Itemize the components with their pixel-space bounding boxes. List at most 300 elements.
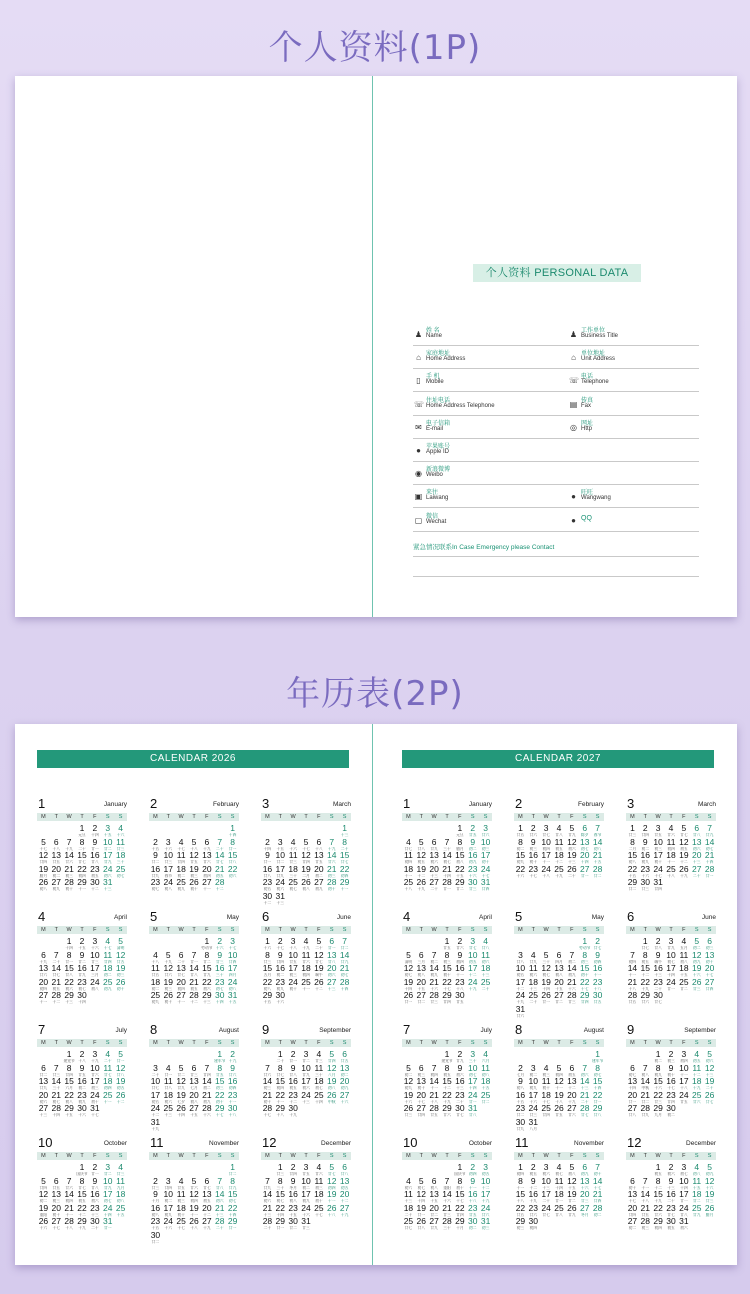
day-number: 17 — [102, 850, 113, 861]
day-number: 2 — [153, 1175, 158, 1186]
day-number: 17 — [275, 863, 286, 874]
calendar-day — [428, 951, 441, 964]
calendar-day — [479, 1064, 492, 1077]
field-label-cn: 工作单位 — [581, 328, 606, 334]
calendar-day — [287, 978, 300, 991]
calendar-day — [665, 851, 678, 864]
day-number: 4 — [556, 1162, 562, 1172]
lunar-date: 廿九 — [641, 1113, 650, 1118]
day-number: 11 — [163, 1076, 173, 1087]
lunar-date: 初四 — [103, 1086, 112, 1091]
lunar-date: 十九 — [340, 1212, 349, 1217]
day-number: 2 — [79, 936, 85, 946]
lunar-date: 初九 — [692, 959, 701, 964]
day-number: 11 — [679, 949, 689, 960]
weekday-label: F — [570, 927, 574, 933]
calendar-day — [540, 1204, 553, 1217]
calendar-day — [325, 878, 338, 891]
calendar-day — [76, 1104, 89, 1117]
day-number: 3 — [483, 1162, 488, 1172]
day-number: 22 — [442, 976, 452, 987]
lunar-date: 廿二 — [78, 959, 86, 964]
month-number: 5 — [515, 909, 523, 924]
weekday-label: S — [118, 1040, 123, 1046]
month-block — [261, 909, 351, 1021]
lunar-date: 廿四 — [654, 887, 662, 892]
calendar-day — [652, 838, 665, 851]
day-number: 18 — [150, 976, 161, 987]
day-number: 10 — [541, 1175, 551, 1186]
lunar-date: 初六 — [302, 1086, 310, 1091]
calendar-day — [149, 978, 162, 991]
calendar-day — [453, 851, 466, 864]
month-number: 12 — [627, 1135, 642, 1150]
calendar-day — [677, 1163, 690, 1176]
lunar-date: 十三 — [340, 833, 349, 837]
apple-icon: ● — [416, 446, 421, 455]
day-number: 26 — [38, 877, 49, 888]
day-number: 19 — [176, 1089, 186, 1100]
lunar-date: 初四 — [593, 959, 602, 964]
calendar-day — [162, 838, 175, 851]
calendar-day — [540, 1064, 553, 1077]
field-right[interactable] — [568, 368, 698, 391]
day-number: 26 — [403, 1103, 414, 1114]
day-number: 28 — [704, 863, 715, 874]
day-number: 29 — [515, 1216, 526, 1227]
lunar-date: 廿五 — [430, 1113, 438, 1118]
field-left[interactable] — [413, 438, 563, 461]
day-number: 27 — [326, 976, 337, 987]
field-left[interactable] — [413, 461, 563, 484]
personal-data-spread — [15, 76, 737, 617]
weekday-label: W — [543, 927, 549, 933]
calendar-day — [514, 851, 527, 864]
calendar-day — [626, 1217, 639, 1230]
lunar-date: 十二 — [52, 1000, 61, 1005]
day-number: 5 — [191, 1175, 197, 1186]
day-number: 17 — [666, 963, 676, 974]
calendar-day — [553, 1177, 566, 1190]
month-block — [261, 796, 351, 908]
lunar-date: 二十 — [215, 1226, 224, 1231]
calendar-day — [200, 991, 213, 1004]
field-label-en: Wechat — [426, 518, 447, 525]
calendar-day — [639, 1217, 652, 1230]
lunar-date: 廿八 — [116, 1072, 125, 1077]
field-right[interactable] — [568, 345, 698, 368]
day-number: 18 — [115, 1189, 126, 1200]
day-number: 10 — [467, 1062, 478, 1073]
lunar-date: 廿一 — [555, 1199, 563, 1204]
calendar-day — [63, 1204, 76, 1217]
calendar-day — [162, 951, 175, 964]
calendar-day — [149, 1104, 162, 1117]
calendar-day — [441, 964, 454, 977]
lunar-date: 廿七 — [542, 833, 550, 837]
calendar-day — [652, 978, 665, 991]
lunar-date: 廿七 — [52, 973, 61, 978]
field-right[interactable] — [568, 415, 698, 438]
home-icon: ⌂ — [416, 353, 421, 363]
lunar-date: 初六 — [667, 1172, 675, 1176]
day-number: 19 — [416, 863, 427, 874]
lunar-date: 十九 — [692, 1086, 701, 1091]
day-number: 21 — [64, 863, 74, 874]
day-number: 5 — [418, 1175, 424, 1186]
calendar-day — [149, 1064, 162, 1077]
weekday-label: T — [669, 1040, 673, 1046]
day-number: 17 — [467, 963, 478, 974]
lunar-date: 廿一 — [103, 1226, 112, 1231]
day-number: 30 — [90, 877, 100, 888]
day-number: 5 — [118, 936, 123, 946]
day-number: 3 — [668, 936, 674, 946]
day-number: 22 — [77, 1202, 87, 1213]
calendar-day — [527, 1118, 540, 1131]
day-number: 9 — [655, 949, 661, 960]
lunar-date: 十七 — [580, 986, 589, 991]
calendar-day — [50, 1104, 63, 1117]
calendar-day — [261, 1190, 274, 1203]
calendar-day — [76, 1050, 89, 1063]
calendar-day — [338, 1190, 351, 1203]
calendar-day — [578, 1177, 591, 1190]
calendar-day — [703, 978, 716, 991]
calendar-day — [565, 1190, 578, 1203]
calendar-day — [101, 1177, 114, 1190]
calendar-day — [453, 1064, 466, 1077]
calendar-day — [441, 851, 454, 864]
lunar-date: 初六 — [103, 873, 112, 878]
calendar-day — [527, 1190, 540, 1203]
calendar-day — [226, 978, 239, 991]
day-number: 9 — [217, 949, 223, 960]
field-right[interactable] — [568, 508, 698, 531]
lunar-date: 初九 — [52, 887, 61, 892]
weekday-label: S — [105, 1040, 110, 1046]
calendar-day — [690, 824, 703, 837]
lunar-date: 建军节 — [591, 1059, 604, 1063]
calendar-day — [114, 964, 127, 977]
day-number: 9 — [153, 850, 158, 861]
weekday-label: F — [458, 927, 462, 933]
lunar-date: 十五 — [456, 873, 464, 878]
lunar-date: 十五 — [568, 1185, 576, 1190]
day-number: 21 — [326, 863, 337, 874]
calendar-day — [188, 1217, 201, 1230]
calendar-day — [677, 937, 690, 950]
calendar-day — [149, 1231, 162, 1244]
calendar-day — [665, 951, 678, 964]
day-number: 13 — [704, 949, 715, 960]
day-number: 12 — [189, 1189, 199, 1200]
lunar-date: 廿六 — [228, 1072, 237, 1077]
day-number: 23 — [528, 1202, 539, 1213]
lunar-date: 初八 — [430, 1185, 438, 1190]
calendar-day — [565, 1064, 578, 1077]
lunar-date: 初四 — [654, 1226, 662, 1231]
day-number: 18 — [115, 850, 126, 861]
field-left[interactable] — [413, 392, 563, 415]
calendar-day — [63, 878, 76, 891]
day-number: 23 — [592, 976, 603, 987]
calendar-day — [639, 1091, 652, 1104]
calendar-day — [37, 851, 50, 864]
calendar-day — [76, 851, 89, 864]
calendar-day — [639, 978, 652, 991]
personal-data-row — [413, 438, 699, 462]
day-number: 4 — [406, 1175, 411, 1186]
calendar-day — [76, 1190, 89, 1203]
calendar-day — [441, 1190, 454, 1203]
day-number: 10 — [653, 836, 663, 847]
day-number: 23 — [455, 1089, 465, 1100]
lunar-date: 廿九 — [568, 833, 576, 837]
calendar-day — [441, 1177, 454, 1190]
lunar-date: 十一 — [78, 887, 86, 892]
calendar-day — [453, 878, 466, 891]
calendar-day — [514, 1077, 527, 1090]
calendar-day — [188, 865, 201, 878]
lunar-date: 十七 — [302, 846, 310, 851]
lunar-date: 廿三 — [580, 1199, 589, 1204]
day-number: 29 — [640, 990, 651, 1001]
lunar-date: 初二 — [667, 1113, 675, 1118]
day-number: 27 — [416, 1103, 427, 1114]
day-number: 26 — [189, 877, 199, 888]
calendar-day — [226, 1163, 239, 1176]
calendar-day — [88, 1064, 101, 1077]
calendar-day — [188, 1091, 201, 1104]
field-label-en: Http — [581, 425, 593, 432]
lunar-date: 三十 — [468, 1059, 477, 1063]
lunar-date: 廿六 — [481, 833, 490, 837]
weekday-label: F — [458, 1040, 462, 1046]
calendar-day — [703, 1064, 716, 1077]
month-block — [626, 1135, 716, 1247]
lunar-date: 廿三 — [430, 1000, 438, 1005]
lunar-date: 初三 — [327, 873, 336, 878]
day-number: 21 — [442, 1202, 452, 1213]
weekday-label: W — [178, 927, 184, 933]
day-number: 14 — [202, 1076, 212, 1087]
day-number: 8 — [66, 1062, 72, 1073]
weekday-label: M — [265, 927, 270, 933]
day-number: 9 — [230, 1062, 235, 1073]
calendar-day — [565, 838, 578, 851]
weekday-label: S — [217, 1153, 222, 1159]
day-number: 15 — [339, 850, 350, 861]
calendar-day — [114, 951, 127, 964]
lunar-date: 廿六 — [667, 833, 675, 837]
day-number: 2 — [457, 936, 463, 946]
calendar-day — [565, 1177, 578, 1190]
day-number: 13 — [51, 1189, 62, 1200]
lunar-date: 十四 — [580, 860, 589, 865]
day-number: 20 — [51, 1202, 62, 1213]
weekday-header — [514, 1039, 604, 1047]
month-number: 2 — [150, 796, 158, 811]
calendar-day — [312, 1091, 325, 1104]
lunar-date: 初七 — [667, 959, 675, 964]
lunar-date: 廿二 — [593, 873, 602, 878]
lunar-date: 初二 — [516, 846, 525, 851]
lunar-date: 十五 — [430, 1199, 438, 1204]
calendar-day — [578, 838, 591, 851]
lunar-date: 初十 — [417, 1086, 426, 1091]
weekday-label: S — [105, 1153, 110, 1159]
lunar-date: 十九 — [481, 1199, 490, 1204]
lunar-date: 十一 — [468, 1185, 477, 1190]
calendar-day — [415, 991, 428, 1004]
day-number: 26 — [314, 976, 324, 987]
day-number: 12 — [567, 1175, 577, 1186]
calendar-day — [274, 964, 287, 977]
lunar-date: 廿八 — [555, 1212, 563, 1217]
lunar-date: 十二 — [443, 1086, 451, 1091]
weekday-label: S — [470, 1153, 475, 1159]
lunar-date: 十六 — [529, 1099, 538, 1104]
month-name: June — [701, 914, 716, 921]
day-number: 12 — [679, 836, 689, 847]
weekday-label: S — [105, 927, 110, 933]
calendar-day — [565, 1104, 578, 1117]
lunar-date: 十二 — [516, 986, 525, 991]
lunar-date: 十一 — [327, 1199, 336, 1204]
calendar-day — [665, 1077, 678, 1090]
calendar-day — [162, 1204, 175, 1217]
calendar-day — [553, 951, 566, 964]
day-number: 16 — [150, 863, 161, 874]
weekday-label: S — [118, 1153, 123, 1159]
day-number: 8 — [230, 1175, 235, 1186]
month-name: March — [332, 801, 351, 808]
field-right[interactable] — [568, 392, 698, 415]
lunar-date: 端午 — [315, 973, 323, 978]
calendar-day — [652, 1190, 665, 1203]
calendar-day — [466, 1064, 479, 1077]
lunar-date: 十四 — [103, 1212, 112, 1217]
lunar-date: 十六 — [580, 1185, 589, 1190]
field-left[interactable] — [413, 484, 563, 507]
calendar-day — [639, 1104, 652, 1117]
day-number: 20 — [579, 1189, 590, 1200]
lunar-date: 廿一 — [542, 1000, 550, 1005]
calendar-day — [175, 1217, 188, 1230]
day-number: 17 — [301, 1189, 311, 1200]
calendar-day — [300, 1204, 313, 1217]
weekday-label: M — [630, 1153, 635, 1159]
home-icon: ⌂ — [571, 353, 576, 363]
field-label-cn: 来往 — [426, 490, 439, 497]
calendar-day — [213, 991, 226, 1004]
lunar-date: 二十 — [667, 1199, 675, 1204]
lunar-date: 初八 — [302, 887, 310, 892]
weekday-label: M — [518, 1153, 523, 1159]
calendar-day — [540, 1077, 553, 1090]
lunar-date: 廿一 — [228, 846, 237, 851]
day-number: 13 — [189, 1076, 199, 1087]
calendar-day — [101, 824, 114, 837]
field-right[interactable] — [568, 484, 698, 507]
calendar-day — [287, 1217, 300, 1230]
calendar-day — [626, 1190, 639, 1203]
field-right[interactable] — [568, 322, 698, 345]
calendar-day — [703, 951, 716, 964]
lunar-date: 初七 — [555, 1172, 563, 1176]
lunar-date: 廿三 — [404, 1113, 413, 1118]
day-number: 8 — [518, 836, 523, 847]
lunar-date: 廿五 — [302, 1172, 310, 1176]
day-number: 15 — [653, 1076, 663, 1087]
lunar-date: 廿八 — [340, 1172, 349, 1176]
calendar-day — [415, 964, 428, 977]
field-left[interactable] — [413, 322, 563, 345]
lunar-date: 廿一 — [705, 873, 714, 878]
day-number: 31 — [515, 1004, 526, 1014]
laiwang-icon: ▣ — [414, 492, 423, 502]
day-number: 4 — [303, 936, 309, 946]
calendar-day — [466, 824, 479, 837]
lunar-date: 初六 — [65, 986, 73, 991]
field-left[interactable] — [413, 415, 563, 438]
weekday-label: T — [192, 814, 196, 820]
calendar-day — [226, 1177, 239, 1190]
lunar-date: 二十 — [705, 1086, 714, 1091]
day-number: 25 — [150, 990, 161, 1001]
day-number: 22 — [202, 976, 212, 987]
month-number: 8 — [150, 1022, 158, 1037]
calendar-day — [453, 951, 466, 964]
calendar-day — [578, 1190, 591, 1203]
day-number: 14 — [189, 963, 199, 974]
weekday-label: F — [205, 1153, 209, 1159]
day-number: 24 — [541, 863, 551, 874]
day-number: 19 — [704, 1189, 715, 1200]
calendar-day — [441, 1104, 454, 1117]
day-number: 10 — [90, 949, 100, 960]
day-number: 8 — [66, 949, 72, 960]
lunar-date: 初三 — [641, 1226, 650, 1231]
day-number: 10 — [102, 1175, 113, 1186]
lunar-date: 廿五 — [468, 833, 477, 837]
calendar-day — [213, 878, 226, 891]
lunar-date: 二十 — [78, 846, 86, 851]
lunar-date: 初五 — [667, 1226, 675, 1231]
day-number: 7 — [431, 949, 437, 960]
lunar-date: 初四 — [430, 1072, 438, 1077]
lunar-date: 初三 — [542, 1072, 550, 1077]
field-left[interactable] — [413, 345, 563, 368]
field-left[interactable] — [413, 368, 563, 391]
calendar-day — [50, 1190, 63, 1203]
day-number: 25 — [691, 1202, 702, 1213]
day-number: 16 — [455, 963, 465, 974]
lunar-date: 初六 — [542, 1172, 550, 1176]
calendar-day — [441, 951, 454, 964]
lunar-date: 十九 — [65, 846, 73, 851]
lunar-date: 十九 — [443, 1099, 451, 1104]
day-number: 11 — [554, 1175, 564, 1186]
day-number: 5 — [681, 823, 687, 833]
calendar-day — [50, 838, 63, 851]
month-number: 6 — [262, 909, 270, 924]
calendar-day — [76, 1204, 89, 1217]
day-number: 12 — [403, 963, 414, 974]
day-number: 25 — [679, 976, 689, 987]
field-left[interactable] — [413, 508, 563, 531]
